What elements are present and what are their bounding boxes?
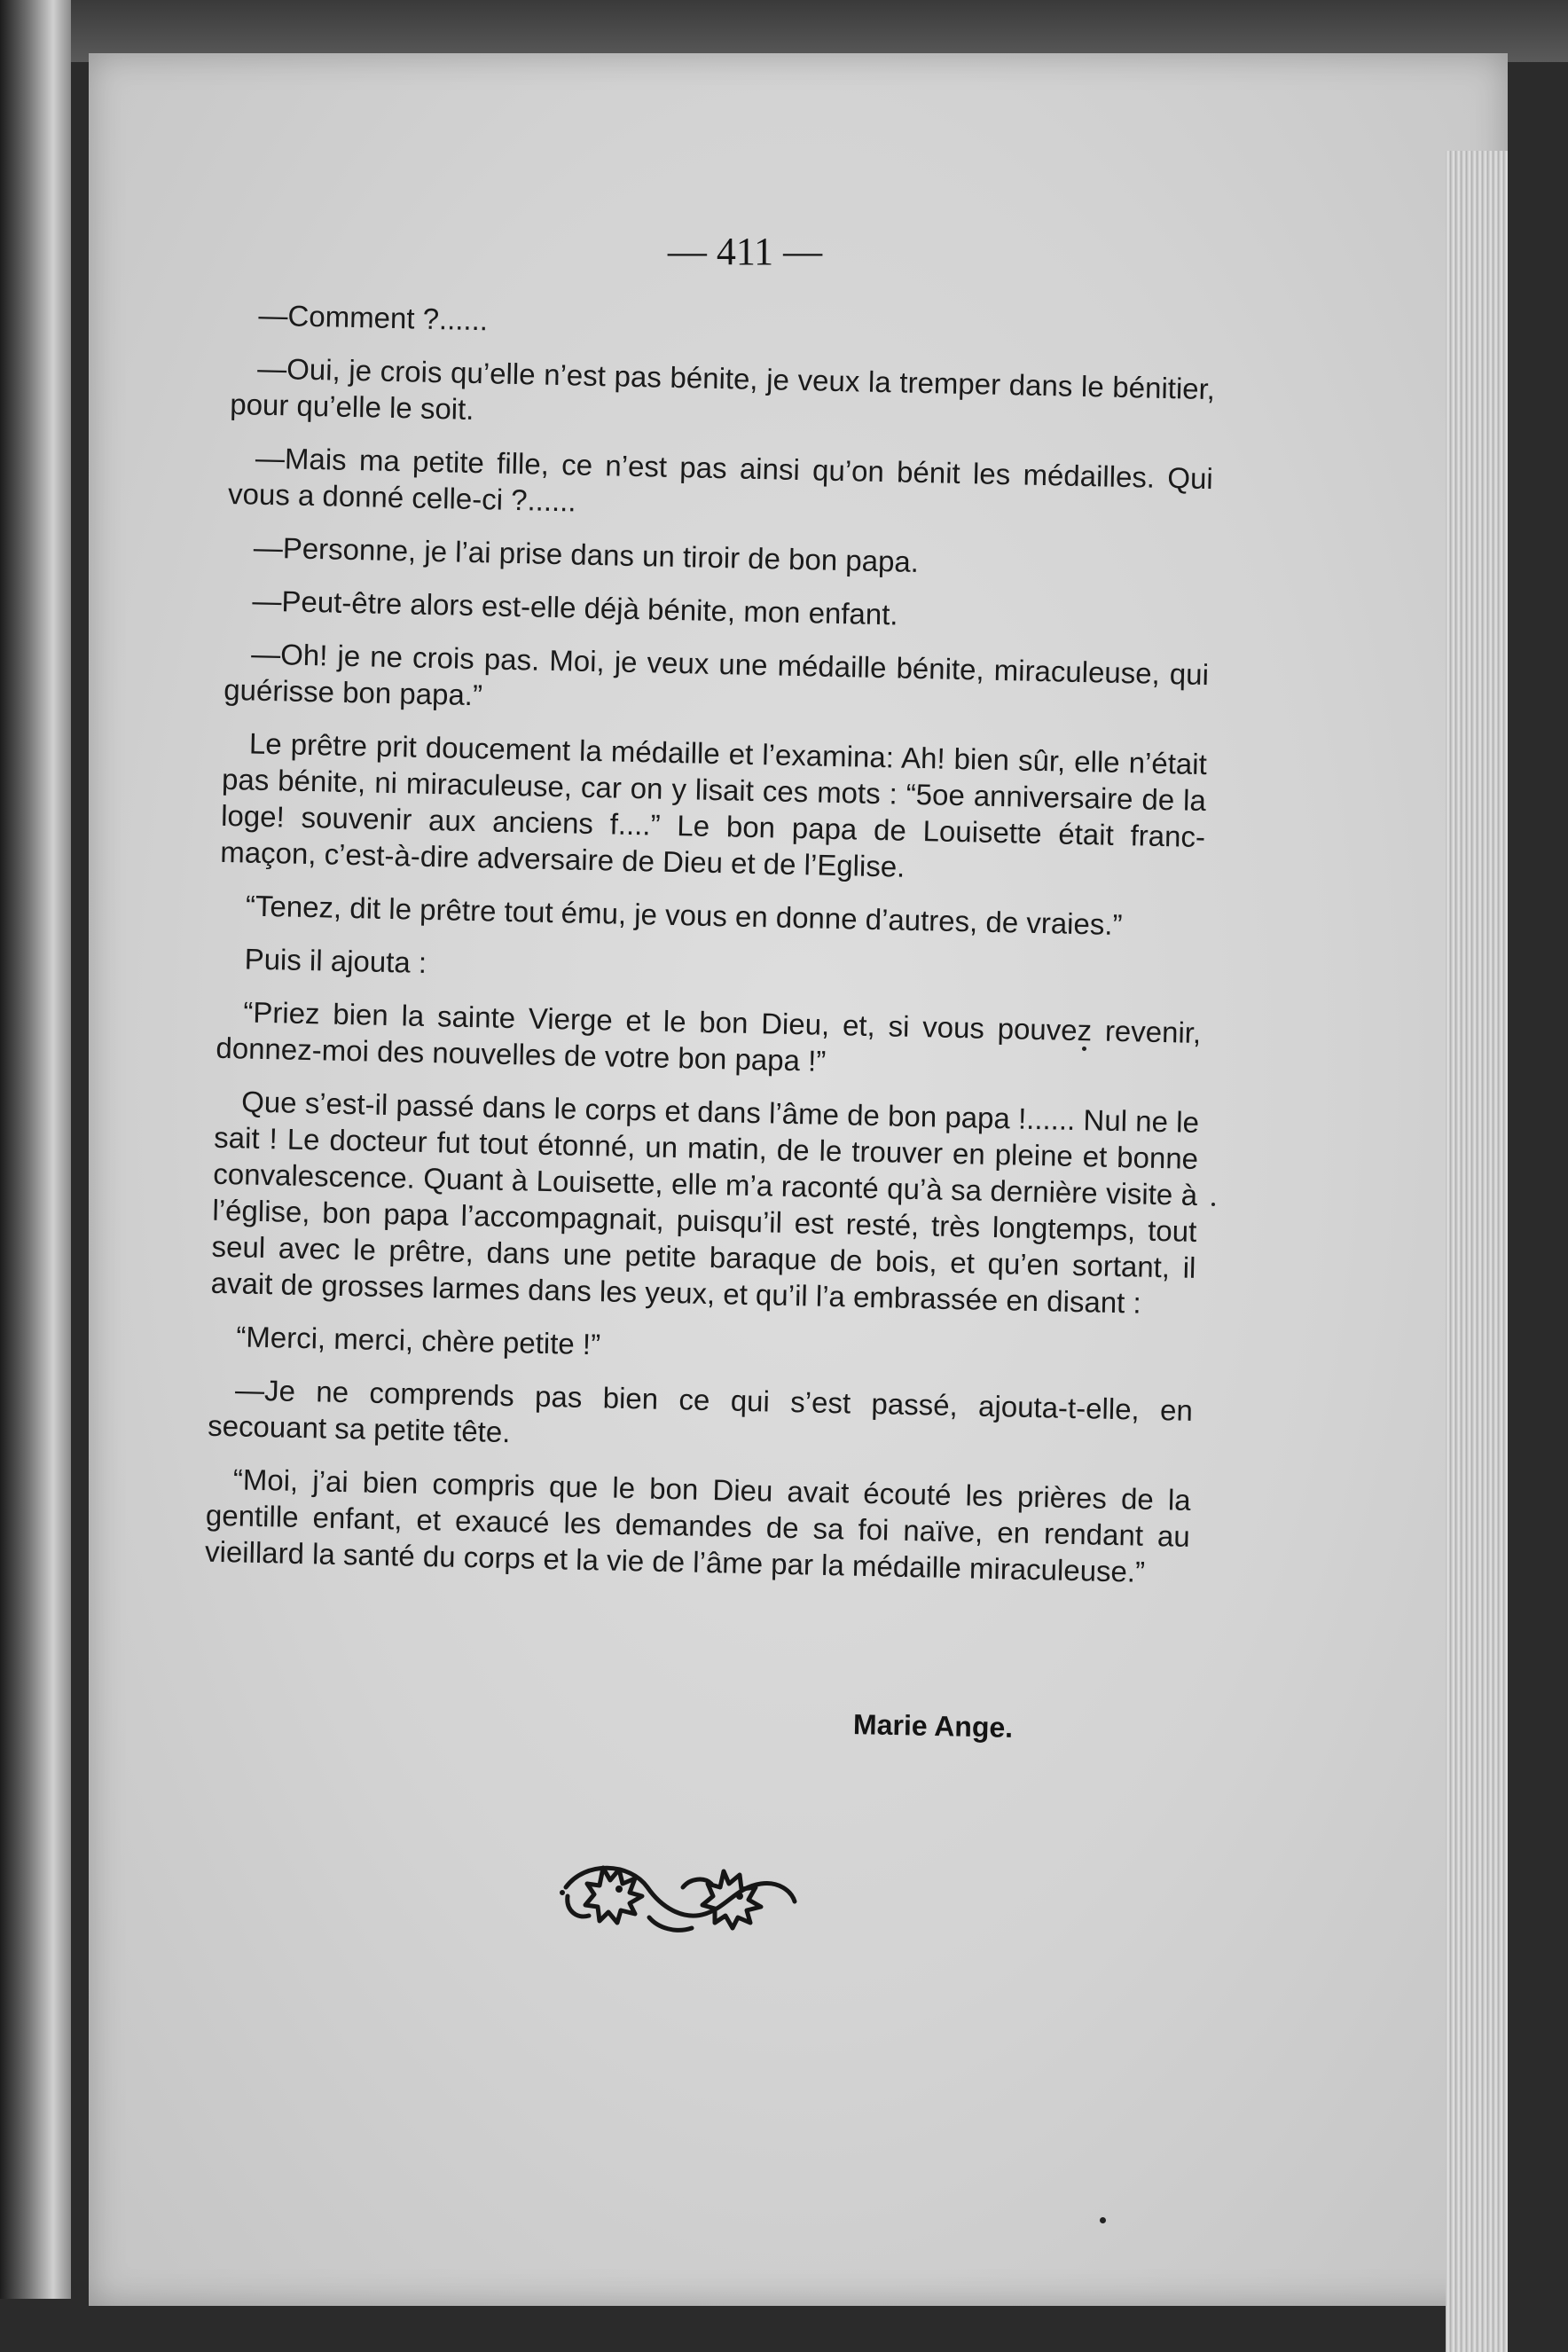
paragraph: —Mais ma petite fille, ce n’est pas ainsi qu’on bénit les médailles. Qui vous a donné celle-ci ?...... [227, 441, 1214, 518]
paragraph: —Oui, je crois qu’elle n’est pas bénite, je veux la tremper dans le bénitier, pour qu’elle le soit. [229, 351, 1216, 426]
paragraph: —Je ne comprends pas bien ce qui s’est passé, ajouta-t-elle, en secouant sa petite tête. [207, 1373, 1194, 1449]
paragraph: “Priez bien la sainte Vierge et le bon Dieu, et, si vous pouvez revenir, donnez-moi des nouvelles de votre bon papa !” [216, 995, 1202, 1078]
author-signature: Marie Ange. [852, 1708, 1014, 1744]
scan-speck [1100, 2217, 1106, 2223]
paragraph: Le prêtre prit doucement la médaille et l’examina: Ah! bien sûr, elle n’était pas bénite, ni miraculeuse, car on y lisait ces mots : “5oe anniversaire de la loge! souvenir aux anciens f....” Le bon papa de Louisette était franc-maçon, c’est-à-dire adversaire de Dieu et de l’Eglise. [219, 726, 1208, 883]
paragraph: Que s’est-il passé dans le corps et dans l’âme de bon papa !...... Nul ne le sait ! Le docteur fut tout étonné, un matin, de le trouver en pleine et bonne convalescence. Quant à Louisette, elle m’a raconté qu’à sa dernière visite à l’église, bon papa l’accompagnait, puisqu’il est resté, très longtemps, tout seul avec le prêtre, dans une petite baraque de bois, et qu’en sortant, il avait de grosses larmes dans les yeux, et qu’il l’a embrassée en disant : [210, 1085, 1200, 1320]
floral-vine-ornament-icon [550, 1852, 807, 1949]
body-text [204, 296, 1216, 1608]
paragraph: —Comment ?...... [258, 298, 489, 337]
facing-page-edge [0, 0, 71, 2299]
paragraph: —Peut-être alors est-elle déjà bénite, mon enfant. [252, 584, 899, 631]
page-number: — 411 — [667, 230, 823, 273]
paragraph: —Oh! je ne crois pas. Moi, je veux une médaille bénite, miraculeuse, qui guérisse bon papa.” [223, 637, 1210, 712]
paragraph: Puis il ajouta : [244, 942, 427, 979]
scan-speck [1211, 1203, 1215, 1206]
paragraph: “Moi, j’ai bien compris que le bon Dieu avait écouté les prières de la gentille enfant, et exaucé les demandes de sa foi naïve, en rendant au vieillard la santé du corps et la vie de l’âme par la médaille miraculeuse.” [204, 1462, 1192, 1588]
paragraph: “Merci, merci, chère petite !” [236, 1320, 601, 1361]
page-stack-edge [1446, 151, 1508, 2352]
paragraph: “Tenez, dit le prêtre tout ému, je vous en donne d’autres, de vraies.” [245, 889, 1123, 942]
paragraph: —Personne, je l’ai prise dans un tiroir de bon papa. [253, 530, 920, 578]
